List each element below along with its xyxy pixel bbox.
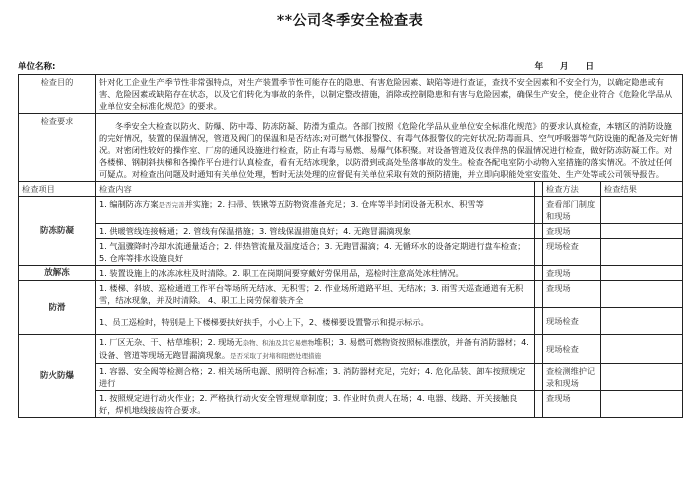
thaw-result-1[interactable] [601, 266, 683, 281]
spacer-cell [535, 266, 543, 281]
spacer-cell [535, 239, 543, 266]
freeze-content-1-a: 1. 编制防冻方案 [99, 199, 159, 209]
spacer-cell [535, 281, 543, 308]
slip-result-2[interactable] [601, 308, 683, 335]
thaw-content-1: 1. 装置设施上的冰冻冰柱及时清除。2. 职工在岗期间要穿戴好劳保用品，巡检时注意高处冰柱情况。 [96, 266, 535, 281]
purpose-label: 检查目的 [19, 75, 96, 114]
fire-result-3[interactable] [601, 391, 683, 418]
spacer-cell [535, 197, 543, 224]
fire-content-1-b: 堆积；3. 易燃可燃物资按照标准摆放，并备有消防器材；4. 设备、管道等现场无跑冒漏滴现象。 [99, 337, 529, 360]
spacer-cell [535, 308, 543, 335]
fire-result-2[interactable] [601, 364, 683, 391]
freeze-method-1: 查看部门制度和现场 [543, 197, 601, 224]
section-thaw-label: 放解冻 [19, 266, 96, 281]
header-item: 检查项目 [19, 182, 96, 197]
header-result: 检查结果 [601, 182, 683, 197]
freeze-result-1[interactable] [601, 197, 683, 224]
table-row [19, 335, 683, 364]
freeze-content-2: 1. 供暖管线连接畅通；2. 管线有保温措施；3. 管线保温措施良好；4. 无跑冒漏滴现象 [96, 224, 535, 239]
table-row [19, 391, 683, 418]
freeze-method-3: 现场检查 [543, 239, 601, 266]
unit-name-label: 单位名称: [18, 62, 56, 72]
requirements-row [19, 114, 683, 182]
spacer-cell [535, 335, 543, 364]
freeze-content-1-note: 是否完善 [158, 201, 185, 209]
section-fire-label: 防火防爆 [19, 335, 96, 418]
spacer-cell [535, 391, 543, 418]
freeze-result-2[interactable] [601, 224, 683, 239]
thaw-method-1: 查现场 [543, 266, 601, 281]
slip-content-1: 1. 楼梯、斜坡、巡检通道工作平台等场所无结冰、无积雪；2. 作业场所道路平坦、无结冰；3. 雨雪天巡查通道有无积雪，结冰现象，并及时清除。 4、职工上岗劳保着装齐全 [96, 281, 535, 308]
fire-method-1: 现场检查 [543, 335, 601, 364]
fire-content-1-note-1: 杂物、积油及其它易燃物 [242, 339, 315, 347]
slip-content-2: 1、员工巡检时，特别是上下楼梯要扶好扶手，小心上下，2、楼梯要设置警示和提示标示。 [96, 308, 535, 335]
freeze-content-1-b: 并实施；2. 扫帚、铁锹等五防物资准备充足；3. 仓库等半封闭设备无积水、积雪等 [184, 199, 484, 209]
table-row [19, 224, 683, 239]
table-row [19, 266, 683, 281]
header-content: 检查内容 [96, 182, 535, 197]
freeze-content-3: 1. 气温骤降时冷却水流通量适合；2. 伴热管流量及温度适合；3. 无跑冒漏滴；4. 无循环水的设备定期进行盘车检查；5. 仓库等排水设施良好 [96, 239, 535, 266]
purpose-row [19, 75, 683, 114]
table-row [19, 308, 683, 335]
section-freeze-label: 防冻防凝 [19, 197, 96, 266]
slip-method-1: 查现场 [543, 281, 601, 308]
inspection-table [18, 74, 683, 418]
freeze-result-3[interactable] [601, 239, 683, 266]
fire-method-3: 查现场 [543, 391, 601, 418]
fire-result-1[interactable] [601, 335, 683, 364]
table-row [19, 364, 683, 391]
table-row [19, 281, 683, 308]
section-slip-label: 防滑 [19, 281, 96, 335]
table-row [19, 197, 683, 224]
requirements-text: 冬季安全大检查以防火、防爆、防中毒、防冻防凝、防滑为重点。各部门按照《危险化学品从业单位安全标准化规范》的要求认真检查，本辖区的消防设施的完好情况，装置的保温情况，管道及阀门的保温和是否结冻;对可燃气体报警仪、有毒气体报警仪的完好状况;防毒面具、空气呼吸器等气防设施的配备及完好情况。对密闭性较好的操作室、厂房的通风设施进行检查，防止有毒与易燃、易爆气体积聚。对设备管道及仪表伴热的保温情况进行检查，做好防冻防凝工作。对各楼梯、钢制斜扶梯和各操作平台进行认真检查，看有无结冰现象，以防滑到或高处坠落事故的发生。检查各配电室防小动物入室措施的落实情况。不放过任何可疑点。对检查出问题及时通知有关单位处理，暂时无法处理的应督促有关单位采取有效的预防措施，并立即向职能处室安监处、生产处等或公司领导报告。 [96, 114, 683, 182]
slip-result-1[interactable] [601, 281, 683, 308]
freeze-method-2: 查现场 [543, 224, 601, 239]
requirements-label: 检查要求 [19, 114, 96, 182]
spacer-cell [535, 364, 543, 391]
fire-content-1 [96, 335, 535, 364]
date-fields: 年 月 日 [534, 62, 594, 72]
fire-content-2: 1. 容器、安全阀等检测合格；2. 相关场所电源、照明符合标准；3. 消防器材充足，完好；4. 危化品装、卸车按照规定进行 [96, 364, 535, 391]
spacer-cell [535, 224, 543, 239]
unit-row [18, 60, 682, 74]
slip-method-2: 现场检查 [543, 308, 601, 335]
purpose-text: 针对化工企业生产季节性非常强特点，对生产装置季节性可能存在的隐患、有害危险因素、缺陷等进行查证，查找不安全因素和不安全行为，以确定隐患或有害、危险因素或缺陷存在状态，以及它们转化为事故的条件，以制定整改措施，消除或控制隐患和有害与危险因素，确保生产安全，使企业符合《危险化学品从业单位安全标准化规范》的要求。 [96, 75, 683, 114]
fire-content-1-a: 1. 厂区无杂、干、枯草堆积；2. 现场无 [99, 337, 243, 347]
fire-content-3: 1. 按照规定进行动火作业；2. 严格执行动火安全管理规章制度；3. 作业时负责人在场；4. 电器、线路、开关接触良好，焊机地线接齿符合要求。 [96, 391, 535, 418]
table-header-row [19, 182, 683, 197]
page-title: **公司冬季安全检查表 [276, 13, 424, 29]
header-spacer [535, 182, 543, 197]
fire-method-2: 查检测维护记录和现场 [543, 364, 601, 391]
freeze-content-1 [96, 197, 535, 224]
table-row [19, 239, 683, 266]
header-method: 检查方法 [543, 182, 601, 197]
fire-content-1-note-2: 是否采取了封堵和阻燃处理措施 [230, 352, 322, 360]
